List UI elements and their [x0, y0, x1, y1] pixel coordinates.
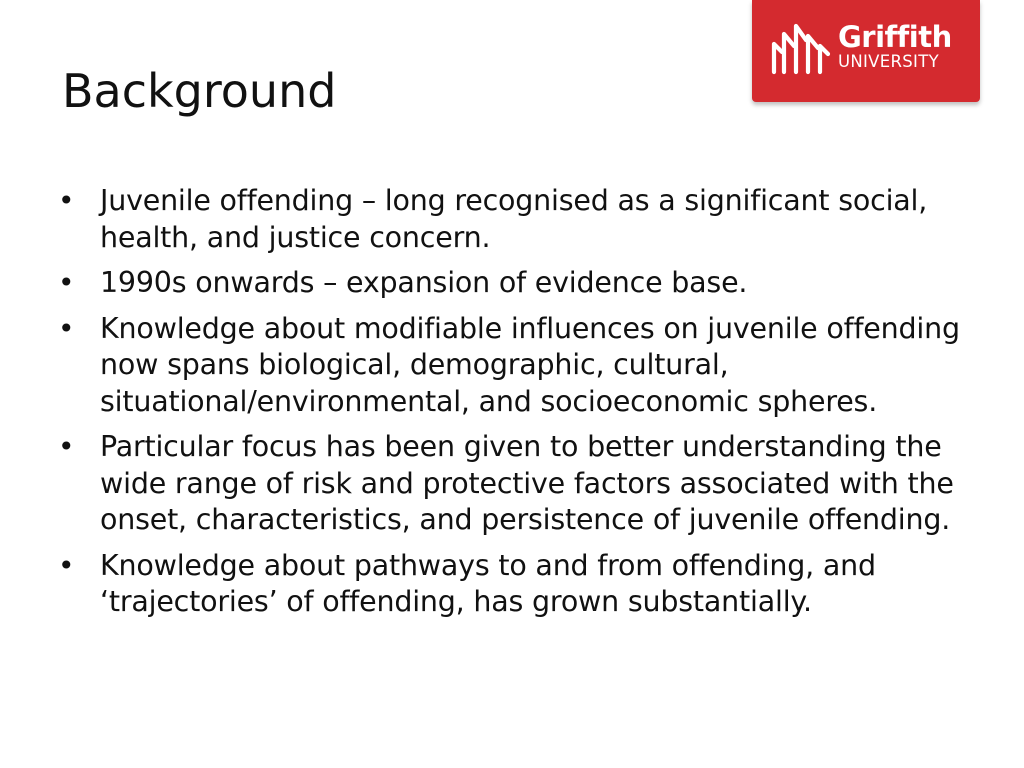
bullet-marker: •: [58, 311, 75, 345]
logo-subtitle: UNIVERSITY: [838, 52, 939, 71]
bullet-item: [56, 265, 986, 302]
bullet-item: [56, 548, 986, 621]
griffith-logo-mark-icon: [768, 22, 832, 76]
bullet-text: 1990s onwards – expansion of evidence base.: [100, 266, 748, 299]
bullet-marker: •: [58, 430, 75, 463]
bullet-item: [56, 183, 986, 256]
bullet-text: Juvenile offending – long recognised as a significant social, health, and justice concern.: [100, 184, 928, 254]
slide-title: Background: [62, 64, 337, 118]
university-logo: [752, 0, 980, 102]
logo-text: [838, 20, 952, 71]
bullet-text: Particular focus has been given to better understanding the wide range of risk and protective factors associated with the onset, characteristics, and persistence of juvenile offending.: [100, 430, 954, 536]
bullet-marker: •: [58, 184, 75, 217]
bullet-marker: •: [58, 548, 75, 582]
bullet-marker: •: [58, 266, 75, 299]
bullet-text: Knowledge about pathways to and from offending, and ‘trajectories’ of offending, has grown substantially.: [100, 548, 876, 618]
bullet-item: [56, 429, 986, 539]
bullet-list: [56, 183, 986, 630]
bullet-text: Knowledge about modifiable influences on juvenile offending now spans biological, demographic, cultural, situational/environmental, and socioeconomic spheres.: [100, 311, 960, 418]
bullet-item: [56, 311, 986, 421]
logo-name: Griffith: [838, 20, 952, 54]
